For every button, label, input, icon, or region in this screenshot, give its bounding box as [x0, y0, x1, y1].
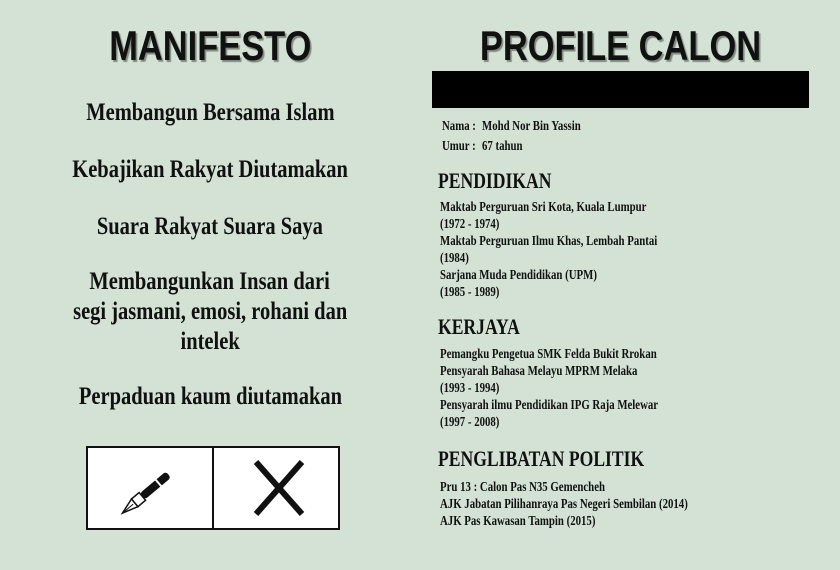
- name-value: Mohd Nor Bin Yassin: [482, 118, 581, 133]
- list-item: Maktab Perguruan Ilmu Khas, Lembah Pantai: [440, 233, 658, 248]
- list-item: AJK Pas Kawasan Tampin (2015): [440, 513, 596, 528]
- manifesto-item: Kebajikan Rakyat Diutamakan: [72, 156, 348, 183]
- manifesto-title: MANIFESTO: [108, 22, 312, 69]
- list-item: Pru 13 : Calon Pas N35 Gemencheh: [440, 479, 605, 494]
- politics-list: [440, 478, 750, 529]
- list-item: (1985 - 1989): [440, 284, 500, 299]
- age-value: 67 tahun: [482, 138, 523, 153]
- manifesto-item: Membangunkan Insan dari segi jasmani, emosi, rohani dan intelek: [72, 268, 348, 355]
- career-list: [440, 345, 713, 430]
- profile-panel: [420, 0, 840, 570]
- name-label: Nama :: [442, 118, 476, 133]
- list-item: (1993 - 1994): [440, 380, 500, 395]
- education-list: [440, 198, 712, 300]
- redaction-bar: [432, 71, 809, 108]
- list-item: AJK Jabatan Pilihanraya Pas Negeri Sembilan (2014): [440, 496, 688, 511]
- list-item: (1972 - 1974): [440, 216, 500, 231]
- pen-icon: [88, 448, 212, 528]
- profile-title: PROFILE CALON: [479, 22, 761, 69]
- list-item: Pemangku Pengetua SMK Felda Bukit Rrokan: [440, 346, 657, 361]
- age-label: Umur :: [442, 138, 476, 153]
- section-title-pendidikan: PENDIDIKAN: [438, 168, 552, 193]
- manifesto-item: Membangun Bersama Islam: [85, 99, 335, 126]
- name-row: [442, 118, 615, 134]
- manifesto-item: Suara Rakyat Suara Saya: [96, 213, 324, 240]
- list-item: Sarjana Muda Pendidikan (UPM): [440, 267, 597, 282]
- ballot-pen-cell: [88, 448, 212, 528]
- list-item: Pensyarah Bahasa Melayu MPRM Melaka: [440, 363, 638, 378]
- ballot-box: [86, 446, 340, 530]
- ballot-x-cell: [212, 448, 338, 528]
- list-item: Maktab Perguruan Sri Kota, Kuala Lumpur: [440, 199, 647, 214]
- list-item: (1984): [440, 250, 469, 265]
- age-row: [442, 138, 543, 154]
- list-item: Pensyarah ilmu Pendidikan IPG Raja Melewar: [440, 397, 659, 412]
- list-item: (1997 - 2008): [440, 414, 500, 429]
- x-mark-icon: [214, 448, 338, 528]
- section-title-politik: PENGLIBATAN POLITIK: [438, 446, 645, 471]
- manifesto-item: Perpaduan kaum diutamakan: [78, 383, 342, 410]
- section-title-kerjaya: KERJAYA: [438, 314, 520, 339]
